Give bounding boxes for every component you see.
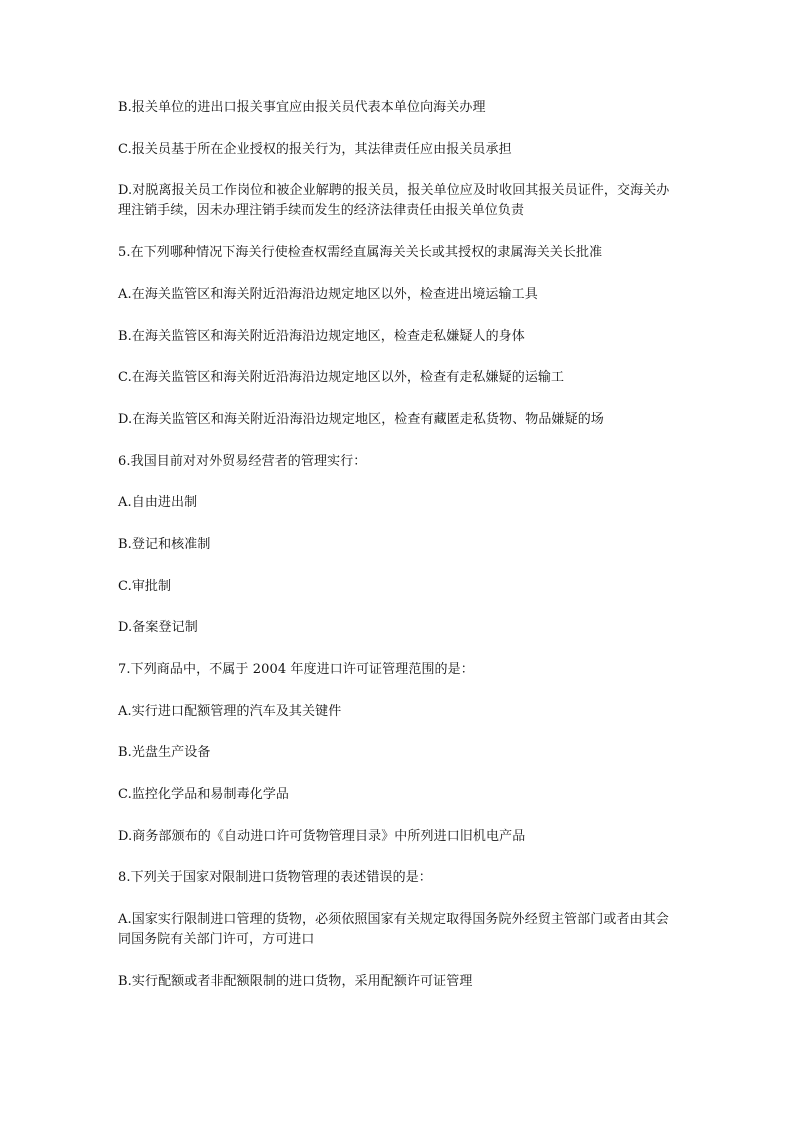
option-d-q5: D.在海关监管区和海关附近沿海沿边规定地区，检查有藏匿走私货物、物品嫌疑的场 (118, 412, 604, 427)
option-a-q8: A.国家实行限制进口管理的货物，必须依照国家有关规定取得国务院外经贸主管部门或者由其会同国务院有关部门许可，方可进口 (118, 912, 669, 947)
option-c-q7: C.监控化学品和易制毒化学品 (118, 787, 290, 802)
option-b-q4: B.报关单位的进出口报关事宜应由报关员代表本单位向海关办理 (118, 100, 486, 115)
option-c-q5: C.在海关监管区和海关附近沿海沿边规定地区以外，检查有走私嫌疑的运输工 (118, 370, 565, 385)
option-b-q7: B.光盘生产设备 (118, 745, 211, 760)
question-7: 7.下列商品中，不属于 2004 年度进口许可证管理范围的是： (118, 662, 474, 677)
option-c-q4: C.报关员基于所在企业授权的报关行为，其法律责任应由报关员承担 (118, 142, 512, 157)
option-d-q7: D.商务部颁布的《自动进口许可货物管理目录》中所列进口旧机电产品 (118, 829, 526, 844)
question-8: 8.下列关于国家对限制进口货物管理的表述错误的是： (118, 870, 432, 885)
option-a-q6: A.自由进出制 (118, 495, 198, 510)
option-a-q5: A.在海关监管区和海关附近沿海沿边规定地区以外，检查进出境运输工具 (118, 287, 538, 302)
option-b-q5: B.在海关监管区和海关附近沿海沿边规定地区，检查走私嫌疑人的身体 (118, 329, 525, 344)
option-a-q7: A.实行进口配额管理的汽车及其关键件 (118, 704, 342, 719)
option-d-q6: D.备案登记制 (118, 620, 198, 635)
option-c-q6: C.审批制 (118, 579, 172, 594)
option-b-q6: B.登记和核准制 (118, 537, 211, 552)
question-5: 5.在下列哪种情况下海关行使检查权需经直属海关关长或其授权的隶属海关关长批准 (118, 245, 603, 260)
option-b-q8: B.实行配额或者非配额限制的进口货物，采用配额许可证管理 (118, 974, 473, 989)
question-6: 6.我国目前对对外贸易经营者的管理实行： (118, 454, 367, 469)
option-d-q4: D.对脱离报关员工作岗位和被企业解聘的报关员，报关单位应及时收回其报关员证件，交海关办理注销手续，因未办理注销手续而发生的经济法律责任由报关单位负责 (118, 183, 670, 218)
